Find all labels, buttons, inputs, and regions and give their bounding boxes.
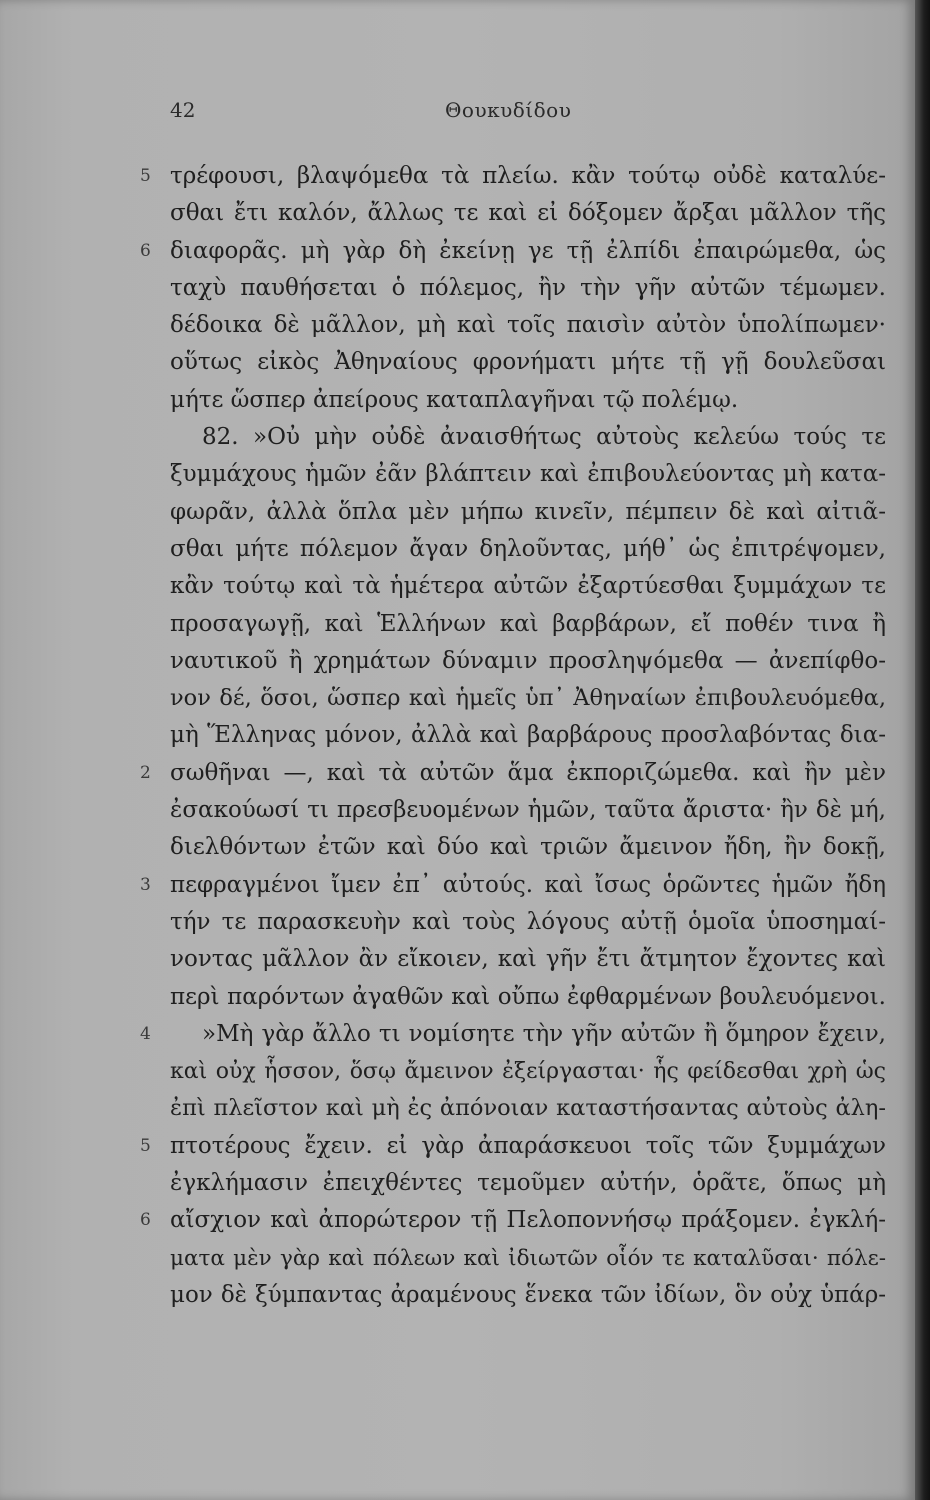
line-text: νοντας μᾶλλον ἂν εἴκοιεν, καὶ γῆν ἔτι ἄτμητον ἔχοντες καὶ [170, 946, 886, 973]
text-line [0, 1016, 915, 1053]
line-text: διαφορᾶς. μὴ γὰρ δὴ ἐκείνῃ γε τῇ ἐλπίδι ἐπαιρώμεθα, ὡς [170, 237, 886, 264]
line-text: πτοτέρους ἔχειν. εἰ γὰρ ἀπαράσκευοι τοῖς τῶν ξυμμάχων [170, 1132, 886, 1159]
running-title: Θουκυδίδου [445, 98, 572, 122]
text-line [0, 494, 915, 531]
line-text: διελθόντων ἐτῶν καὶ δύο καὶ τριῶν ἄμεινον ἤδη, ἢν δοκῇ, [170, 834, 886, 861]
text-line [0, 904, 915, 941]
text-line [0, 195, 915, 232]
line-text: ματα μὲν γὰρ καὶ πόλεων καὶ ἰδιωτῶν οἷόν τε καταλῦσαι· πόλε- [170, 1245, 886, 1271]
line-text: τήν τε παρασκευὴν καὶ τοὺς λόγους αὐτῇ ὁμοῖα ὑποσημαί- [170, 908, 886, 935]
line-text: κἂν τούτῳ καὶ τὰ ἡμέτερα αὐτῶν ἐξαρτύεσθαι ξυμμάχων τε [170, 573, 886, 600]
text-line [0, 382, 915, 419]
line-text: ναυτικοῦ ἢ χρημάτων δύναμιν προσληψόμεθα — ἀνεπίφθο- [170, 647, 886, 674]
text-line [0, 792, 915, 829]
line-text: τρέφουσι, βλαψόμεθα τὰ πλείω. κἂν τούτῳ οὐδὲ καταλύε- [170, 163, 886, 189]
text-line [0, 1053, 915, 1090]
book-spine-shadow [915, 0, 930, 1500]
line-text: περὶ παρόντων ἀγαθῶν καὶ οὔπω ἐφθαρμένων βουλευόμενοι. [170, 983, 886, 1010]
text-line [0, 1090, 915, 1127]
section-number: 6 [140, 1210, 151, 1231]
line-text: προσαγωγῇ, καὶ Ἑλλήνων καὶ βαρβάρων, εἴ ποθέν τινα ἢ [170, 610, 886, 637]
chapter-start-line: 82. »Οὐ μὴν οὐδὲ ἀναισθήτως αὐτοὺς κελεύω τούς τε [202, 424, 886, 451]
body-text [0, 158, 915, 1314]
text-line [0, 1202, 915, 1239]
section-number: 6 [140, 240, 151, 261]
text-line [0, 158, 915, 195]
paragraph-start-line: »Μὴ γὰρ ἄλλο τι νομίσητε τὴν γῆν αὐτῶν ἢ ὅμηρον ἔχειν, [202, 1020, 886, 1047]
text-line [0, 829, 915, 866]
page-header [0, 98, 915, 130]
line-text: νον δέ, ὅσοι, ὥσπερ καὶ ἡμεῖς ὑπ᾽ Ἀθηναίων ἐπιβουλευόμεθα, [170, 685, 886, 712]
line-text: ἐσακούωσί τι πρεσβευομένων ἡμῶν, ταῦτα ἄριστα· ἢν δὲ μή, [170, 797, 886, 824]
section-number: 3 [140, 874, 151, 895]
text-line [0, 270, 915, 307]
text-line [0, 941, 915, 978]
text-line [0, 233, 915, 270]
line-text: φωρᾶν, ἀλλὰ ὅπλα μὲν μήπω κινεῖν, πέμπειν δὲ καὶ αἰτιᾶ- [170, 498, 886, 525]
line-text: οὕτως εἰκὸς Ἀθηναίους φρονήματι μήτε τῇ γῇ δουλεῦσαι [170, 349, 886, 376]
text-line [0, 1277, 915, 1314]
line-text: καὶ οὐχ ἧσσον, ὅσῳ ἄμεινον ἐξείργασται· ἧς φείδεσθαι χρὴ ὡς [170, 1059, 886, 1085]
section-number: 5 [140, 166, 151, 186]
text-line [0, 606, 915, 643]
line-text: μὴ Ἕλληνας μόνον, ἀλλὰ καὶ βαρβάρους προσλαβόντας δια- [170, 722, 886, 749]
line-text: μήτε ὥσπερ ἀπείρους καταπλαγῆναι τῷ πολέμῳ. [170, 386, 739, 413]
line-text: ταχὺ παυθήσεται ὁ πόλεμος, ἢν τὴν γῆν αὐτῶν τέμωμεν. [170, 274, 886, 301]
section-number: 5 [140, 1135, 151, 1156]
text-line [0, 1240, 915, 1277]
section-number: 2 [140, 762, 151, 783]
line-text: σθαι μήτε πόλεμον ἄγαν δηλοῦντας, μήθ᾽ ὡς ἐπιτρέψομεν, [170, 535, 886, 562]
section-number: 4 [140, 1023, 151, 1044]
text-line [0, 643, 915, 680]
text-line [0, 344, 915, 381]
text-line [0, 867, 915, 904]
line-text: δέδοικα δὲ μᾶλλον, μὴ καὶ τοῖς παισὶν αὐτὸν ὑπολίπωμεν· [170, 312, 886, 339]
line-text: σθαι ἔτι καλόν, ἄλλως τε καὶ εἰ δόξομεν ἄρξαι μᾶλλον τῆς [170, 200, 886, 227]
line-text: μον δὲ ξύμπαντας ἀραμένους ἕνεκα τῶν ἰδίων, ὃν οὐχ ὑπάρ- [170, 1281, 886, 1308]
text-line [0, 717, 915, 754]
text-line [0, 1165, 915, 1202]
text-line [0, 568, 915, 605]
text-line [0, 531, 915, 568]
text-line [0, 1128, 915, 1165]
line-text: ἐγκλήμασιν ἐπειχθέντες τεμοῦμεν αὐτήν, ὁρᾶτε, ὅπως μὴ [170, 1170, 886, 1197]
text-line [0, 307, 915, 344]
text-line [0, 680, 915, 717]
page-number: 42 [170, 98, 196, 122]
line-text: ξυμμάχους ἡμῶν ἐᾶν βλάπτειν καὶ ἐπιβουλεύοντας μὴ κατα- [170, 461, 886, 488]
text-line [0, 456, 915, 493]
text-line [0, 755, 915, 792]
line-text: ἐπὶ πλεῖστον καὶ μὴ ἐς ἀπόνοιαν καταστήσαντας αὐτοὺς ἀλη- [170, 1095, 886, 1122]
line-text: αἴσχιον καὶ ἀπορώτερον τῇ Πελοποννήσῳ πράξομεν. ἐγκλή- [170, 1207, 886, 1234]
line-text: πεφραγμένοι ἴμεν ἐπ᾽ αὐτούς. καὶ ἴσως ὁρῶντες ἡμῶν ἤδη [170, 871, 886, 898]
line-text: σωθῆναι —, καὶ τὰ αὐτῶν ἅμα ἐκποριζώμεθα. καὶ ἢν μὲν [170, 759, 886, 786]
text-line [0, 979, 915, 1016]
text-line [0, 419, 915, 456]
